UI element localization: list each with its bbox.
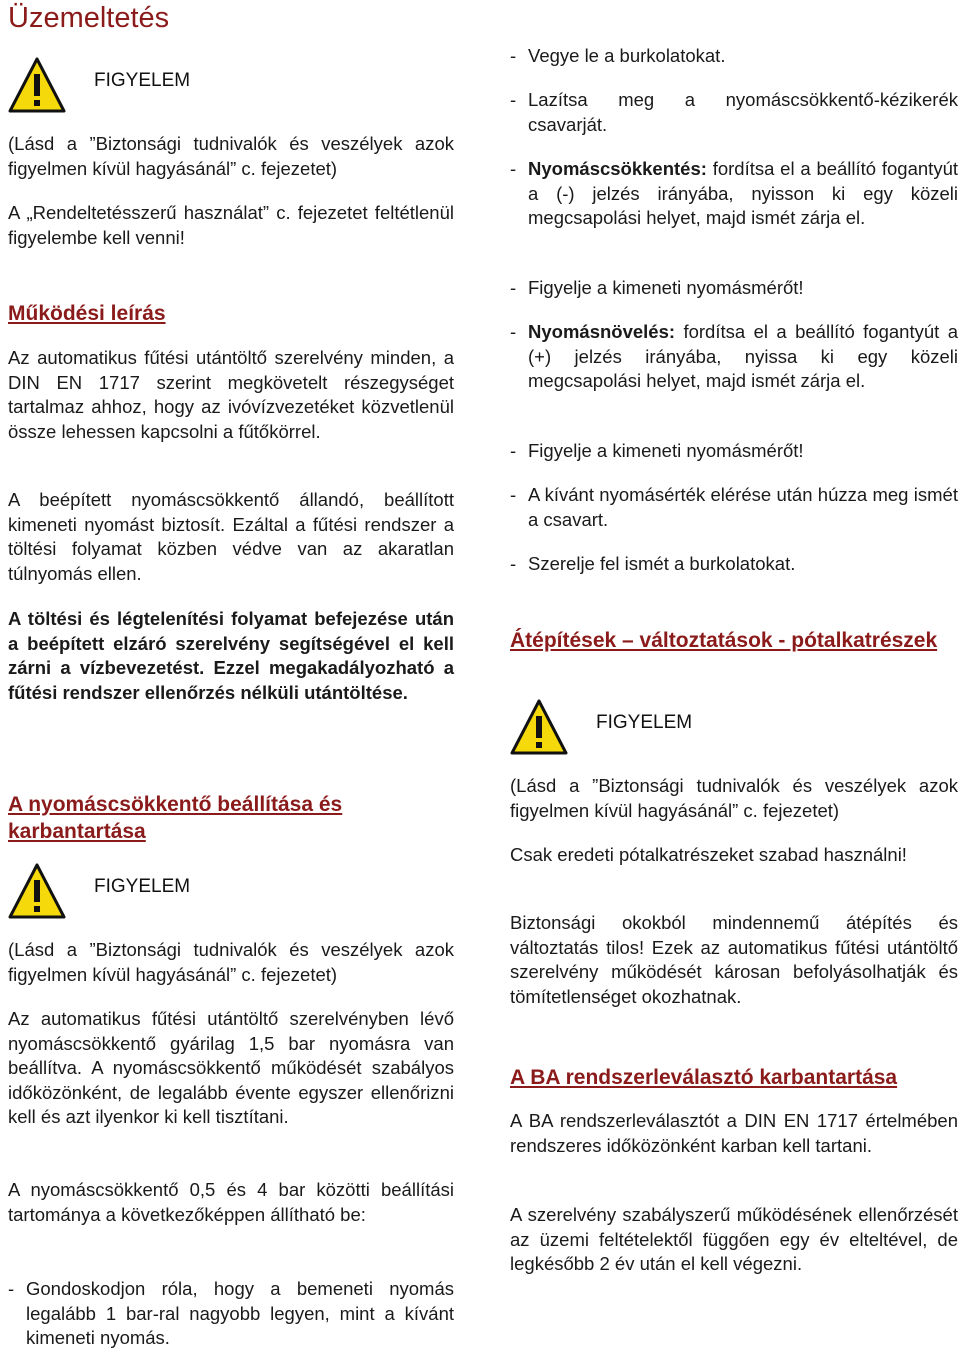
warning-box-2 (8, 862, 454, 922)
list-item: - Lazítsa meg a nyomáscsökkentő-kézikerék csavarját. (510, 89, 958, 135)
paragraph-modification-ban: Biztonsági okokból mindennemű átépítés és változtatás tilos! Ezek az automatikus fűtési utántöltő szerelvény működését károsan befolyásolhatják és tömítetlenséget okozhatnak. (510, 912, 958, 1007)
warning-box-1 (8, 56, 454, 116)
list-item-text: fordítsa el a beállító fogantyút a (-) jelzés irányába, nyisson ki egy közeli megcsapolási helyet, majd ismét zárja el. (528, 158, 958, 228)
warning-label: FIGYELEM (596, 712, 693, 733)
list-item-text: fordítsa el a beállító fogantyút a (+) jelzés irányába, nyissa ki egy közeli megcsapolási helyet, majd ismét zárja el. (528, 321, 958, 391)
section-heading-operation: Működési leírás (8, 302, 166, 325)
warning-box-3 (510, 698, 958, 758)
list-item-text: Lazítsa meg a nyomáscsökkentő-kézikerék csavarját. (528, 89, 958, 135)
list-item-text: Figyelje a kimeneti nyomásmérőt! (528, 440, 804, 461)
list-item-text: Gondoskodjon róla, hogy a bemeneti nyomás legalább 1 bar-ral nagyobb legyen, mint a kívánt kimeneti nyomás. (26, 1278, 454, 1348)
paragraph-original-parts: Csak eredeti pótalkatrészeket szabad használni! (510, 844, 907, 865)
list-item: - Szerelje fel ismét a burkolatokat. (510, 553, 796, 574)
list-item: - Figyelje a kimeneti nyomásmérőt! (510, 440, 804, 461)
warning-triangle-icon (8, 862, 66, 920)
paragraph-ba-maintenance: A BA rendszerleválasztót a DIN EN 1717 értelmében rendszeres időközönként karban kell tartani. (510, 1110, 958, 1156)
list-item-bold-label: Nyomásnövelés: (528, 321, 676, 342)
paragraph-adjustment-range: A nyomáscsökkentő 0,5 és 4 bar közötti beállítási tartománya a következőképpen állítható be: (8, 1179, 454, 1225)
list-item: - Nyomásnövelés: fordítsa el a beállító fogantyút a (+) jelzés irányába, nyissa ki egy közeli megcsapolási helyet, majd ismét zárja el. (510, 321, 958, 391)
paragraph-pressure-reducer: A beépített nyomáscsökkentő állandó, beállított kimeneti nyomást biztosít. Ezáltal a fűtési rendszer a töltési folyamat közben védve van az akaratlan túlnyomás ellen. (8, 489, 454, 584)
paragraph-description: Az automatikus fűtési utántöltő szerelvény minden, a DIN EN 1717 szerint megkövetelt részegységet tartalmaz ahhoz, hogy az ivóvízvezetéket közvetlenül össze lehessen kapcsolni a fűtőkörrel. (8, 347, 454, 442)
list-item-text: Szerelje fel ismét a burkolatokat. (528, 553, 796, 574)
warning-triangle-icon (510, 698, 568, 756)
section-heading-modifications: Átépítések – változtatások - pótalkatrészek (510, 629, 938, 652)
list-item: - Vegye le a burkolatokat. (510, 45, 726, 66)
safety-reference: (Lásd a ”Biztonsági tudnivalók és veszélyek azok figyelmen kívül hagyásánál” c. fejezetet) (8, 133, 454, 179)
list-item-bold-label: Nyomáscsökkentés: (528, 158, 707, 179)
paragraph-factory-setting: Az automatikus fűtési utántöltő szerelvényben lévő nyomáscsökkentő gyárilag 1,5 bar nyomásra van beállítva. A nyomáscsökkentő működését szabályos időközönként, de legalább évente egyszer ellenőrizni kell és azt ilyenkor ki kell tisztítani. (8, 1008, 454, 1127)
list-item-text: A kívánt nyomásérték elérése után húzza meg ismét a csavart. (528, 484, 958, 530)
warning-label: FIGYELEM (94, 876, 191, 897)
list-item: - Figyelje a kimeneti nyomásmérőt! (510, 277, 804, 298)
section-heading-ba-maintenance: A BA rendszerleválasztó karbantartása (510, 1066, 898, 1089)
list-item: - Gondoskodjon róla, hogy a bemeneti nyomás legalább 1 bar-ral nagyobb legyen, mint a kívánt kimeneti nyomás. (8, 1277, 454, 1351)
paragraph-inspection-interval: A szerelvény szabályszerű működésének ellenőrzését az üzemi feltételektől függően egy év elteltével, de legkésőbb 2 év után el kell végezni. (510, 1204, 958, 1274)
list-item: - A kívánt nyomásérték elérése után húzza meg ismét a csavart. (510, 484, 958, 530)
warning-triangle-icon (8, 56, 66, 114)
list-item-text: Figyelje a kimeneti nyomásmérőt! (528, 277, 804, 298)
paragraph-shutoff-warning: A töltési és légtelenítési folyamat befejezése után a beépített elzáró szerelvény segítségével el kell zárni a vízbevezetést. Ezzel megakadályozható a fűtési rendszer ellenőrzés nélküli utántöltése. (8, 608, 454, 703)
warning-label: FIGYELEM (94, 70, 191, 91)
safety-reference: (Lásd a ”Biztonsági tudnivalók és veszélyek azok figyelmen kívül hagyásánál” c. fejezetet) (510, 775, 958, 821)
usage-reference: A „Rendeltetésszerű használat” c. fejezetet feltétlenül figyelembe kell venni! (8, 202, 454, 248)
list-item-text: Vegye le a burkolatokat. (528, 45, 726, 66)
section-heading-adjustment: A nyomáscsökkentő beállítása és karbantartása (8, 793, 343, 843)
list-item: - Nyomáscsökkentés: fordítsa el a beállító fogantyút a (-) jelzés irányába, nyisson ki egy közeli megcsapolási helyet, majd ismét zárja el. (510, 158, 958, 228)
page-title: Üzemeltetés (8, 2, 170, 34)
safety-reference: (Lásd a ”Biztonsági tudnivalók és veszélyek azok figyelmen kívül hagyásánál” c. fejezetet) (8, 939, 454, 985)
